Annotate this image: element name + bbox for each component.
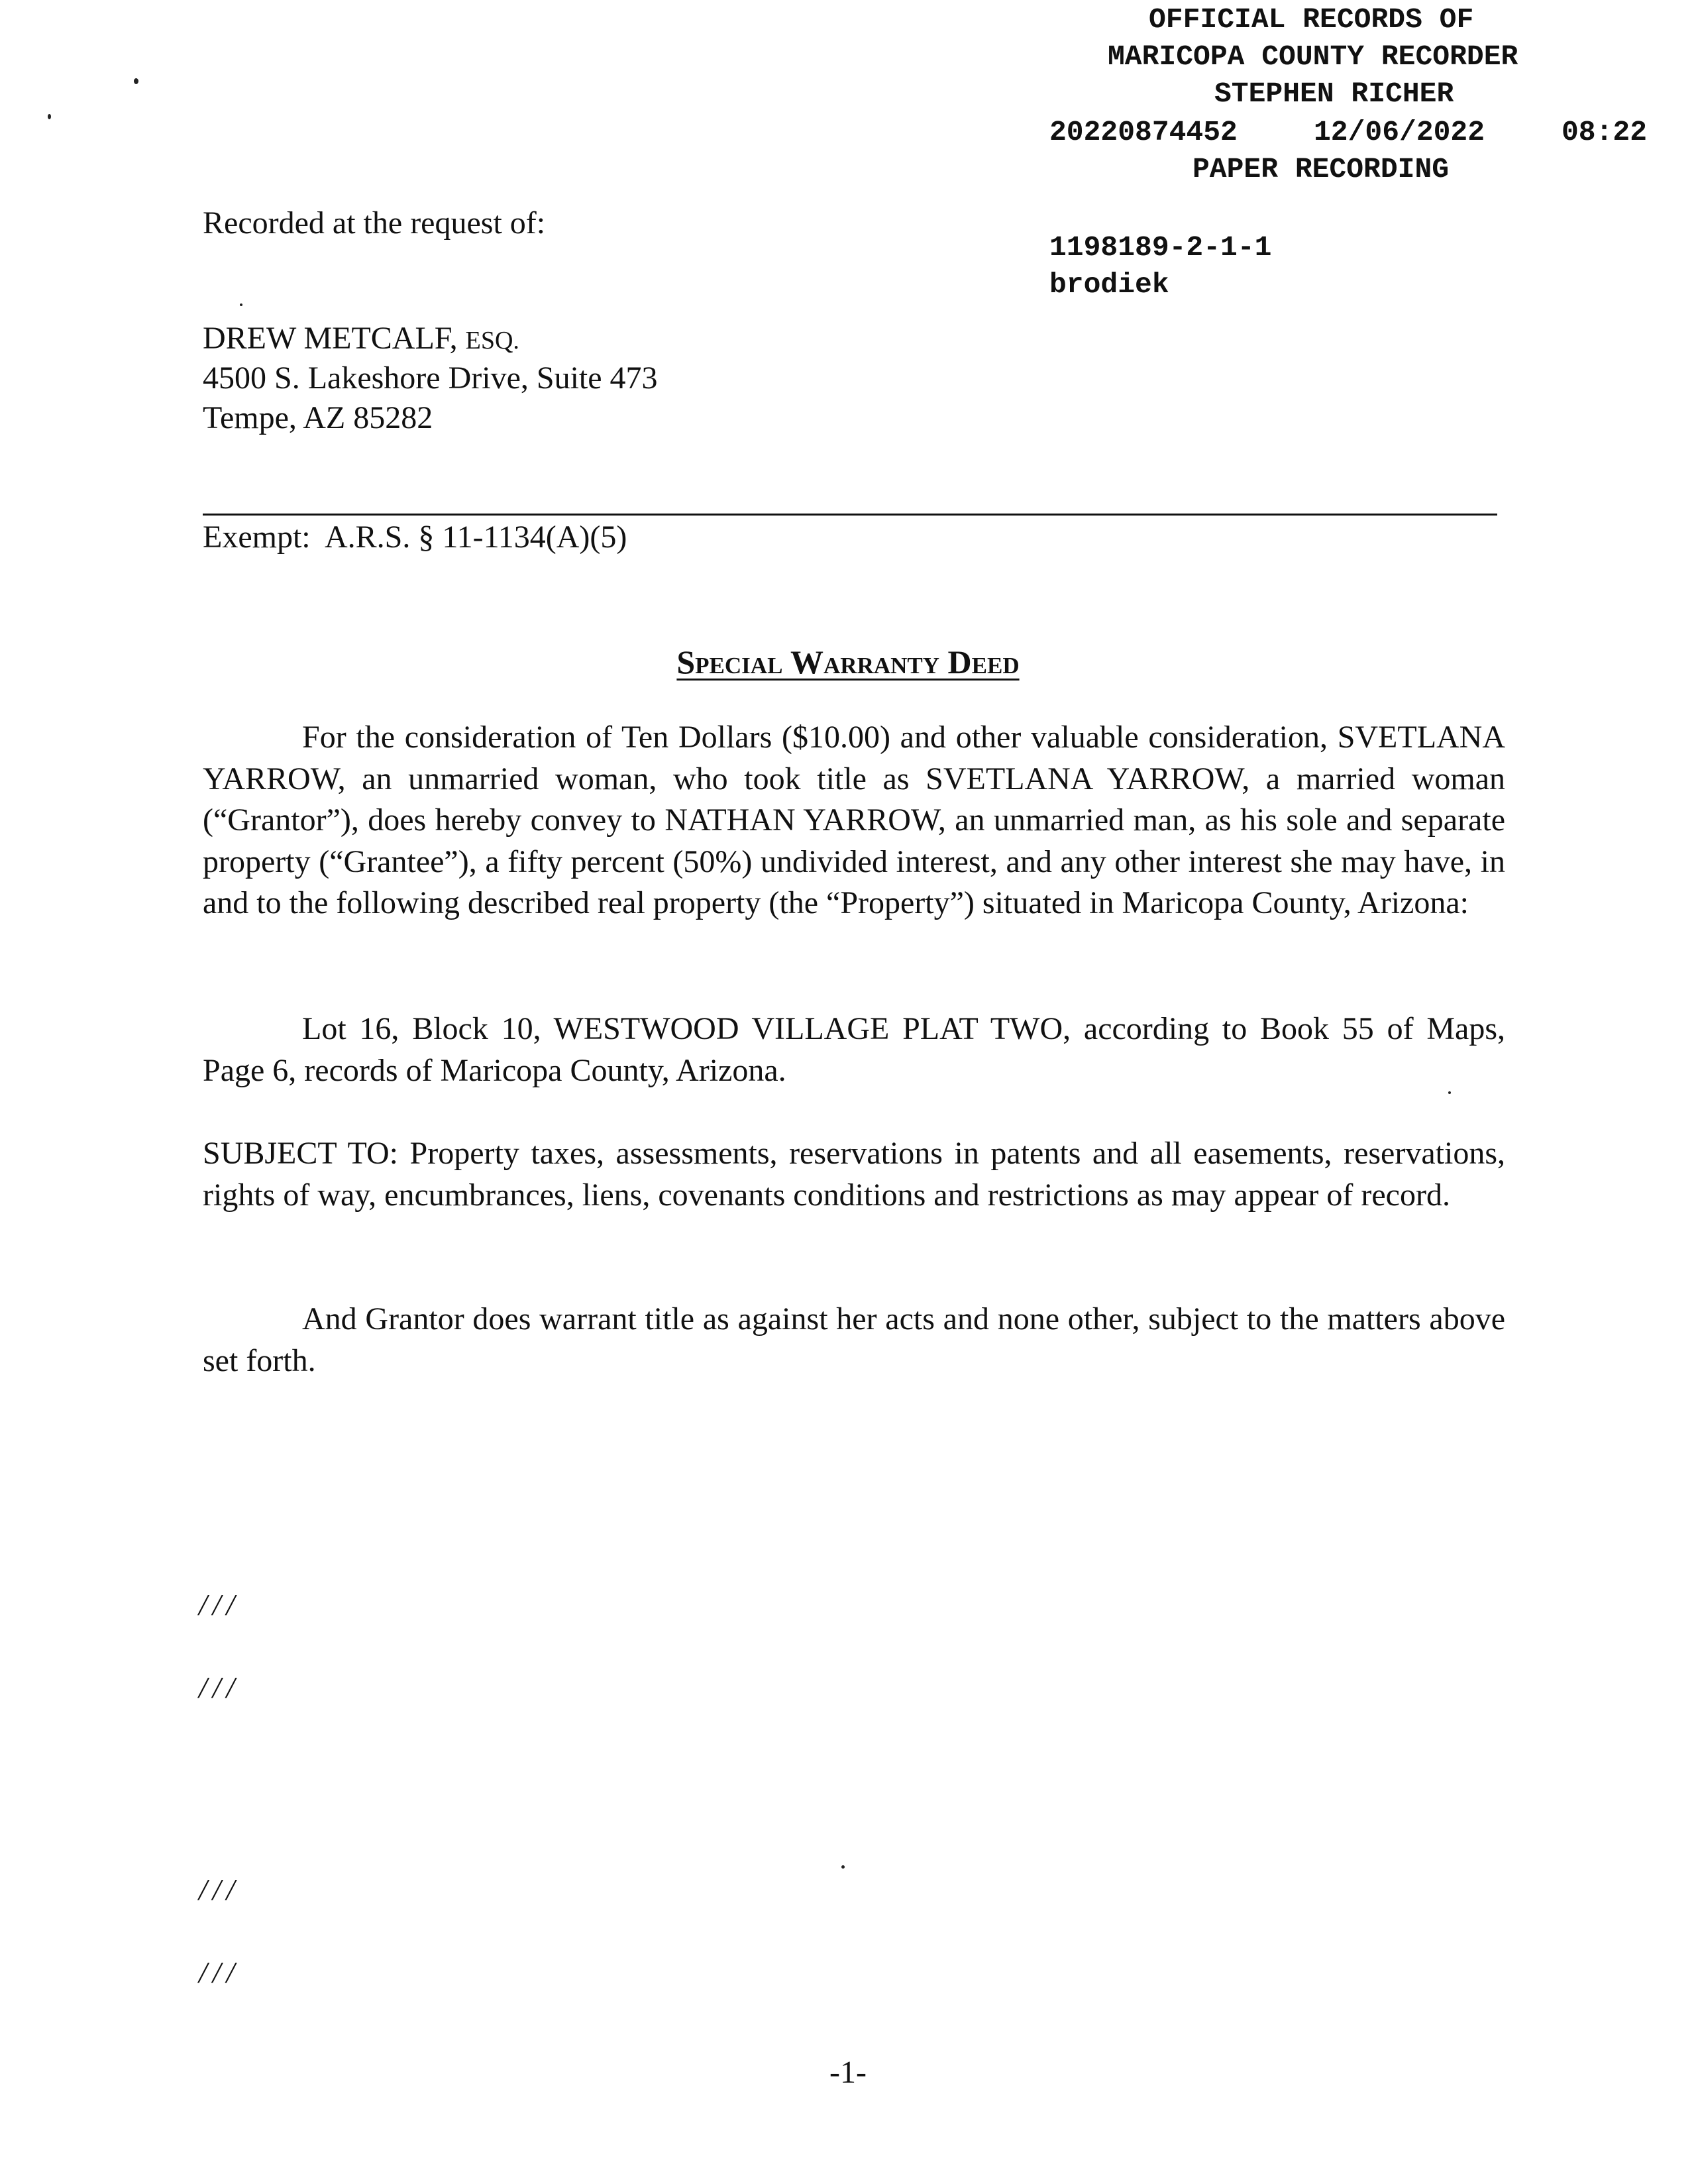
continuation-mark: /// bbox=[199, 1873, 240, 1906]
exemption-citation: Exempt: A.R.S. § 11-1134(A)(5) bbox=[203, 519, 627, 555]
consideration-paragraph: For the consideration of Ten Dollars ($10.00) and other valuable consideration, SVETLANA YARROW, an unmarried woman, who took title as SVETLANA YARROW, a married woman (“Grantor”), does hereby convey to NATHAN YARROW, an unmarried man, as his sole and separate property (“Grantee”), a fifty percent (50%) undivided interest, and any other interest she may have, in and to the following described real property (the “Property”) situated in Maricopa County, Arizona: bbox=[203, 720, 1505, 920]
stamp-clerk-id: brodiek bbox=[1049, 268, 1169, 301]
stamp-recorder-name: STEPHEN RICHER bbox=[1214, 78, 1454, 110]
recorded-request-label: Recorded at the request of: bbox=[203, 205, 546, 241]
document-title-text: Special Warranty Deed bbox=[676, 643, 1020, 681]
scan-speck bbox=[841, 1865, 845, 1869]
stamp-county-recorder: MARICOPA COUNTY RECORDER bbox=[1108, 40, 1518, 73]
stamp-recording-number: 20220874452 bbox=[1049, 116, 1238, 148]
stamp-official-records: OFFICIAL RECORDS OF bbox=[1149, 3, 1474, 36]
requester-address-line2: Tempe, AZ 85282 bbox=[203, 400, 433, 435]
requester-name-line bbox=[203, 318, 519, 361]
continuation-mark: /// bbox=[199, 1588, 240, 1621]
page-number: -1- bbox=[829, 2055, 867, 2090]
subject-to-paragraph: SUBJECT TO: Property taxes, assessments, reservations in patents and all easements, reservations, rights of way, encumbrances, liens, covenants conditions and restrictions as may appear of record. bbox=[203, 1136, 1505, 1213]
header-divider bbox=[203, 514, 1497, 516]
warranty-paragraph: And Grantor does warrant title as against her acts and none other, subject to the matters above set forth. bbox=[203, 1301, 1505, 1378]
stamp-reference-number: 1198189-2-1-1 bbox=[1049, 231, 1272, 264]
recorder-stamp bbox=[0, 0, 1696, 305]
requester-name: DREW METCALF, bbox=[203, 321, 458, 356]
scan-speck bbox=[1448, 1091, 1451, 1094]
document-title bbox=[0, 643, 1696, 681]
stamp-recording-date: 12/06/2022 bbox=[1314, 116, 1485, 148]
stamp-recording-time: 08:22 bbox=[1562, 116, 1648, 148]
legal-description-paragraph: Lot 16, Block 10, WESTWOOD VILLAGE PLAT TWO, according to Book 55 of Maps, Page 6, records of Maricopa County, Arizona. bbox=[203, 1011, 1505, 1088]
continuation-mark: /// bbox=[199, 1670, 240, 1704]
stamp-paper-recording: PAPER RECORDING bbox=[1192, 153, 1450, 186]
requester-suffix: ESQ. bbox=[465, 327, 519, 355]
continuation-mark: /// bbox=[199, 1955, 240, 1989]
requester-address-line1: 4500 S. Lakeshore Drive, Suite 473 bbox=[203, 360, 658, 396]
